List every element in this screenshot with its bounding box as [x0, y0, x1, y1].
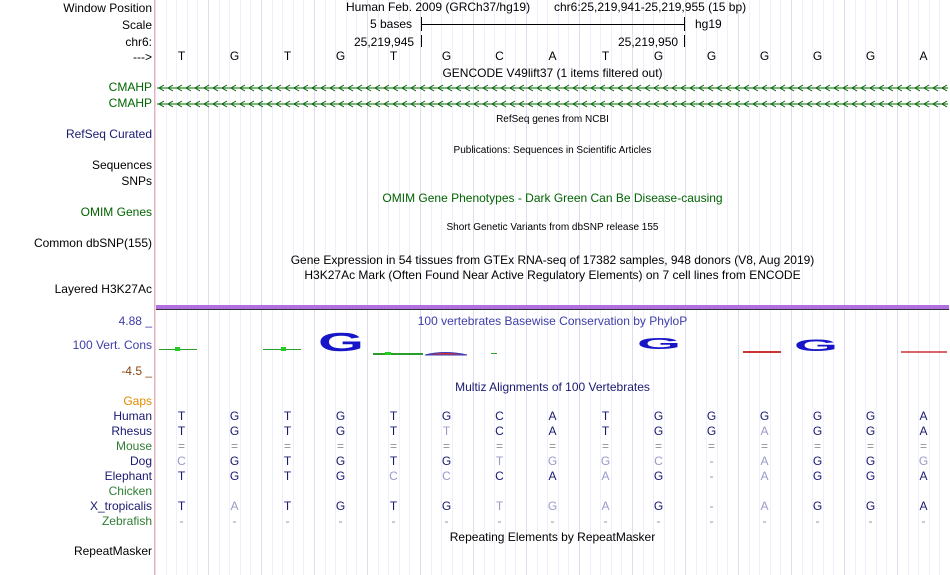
- alignment-base: A: [760, 454, 769, 468]
- alignment-base: -: [391, 514, 396, 528]
- cons-mark-2b: [281, 347, 286, 351]
- base-letter: T: [283, 49, 292, 63]
- alignment-base: G: [812, 424, 823, 438]
- alignment-base: =: [177, 439, 185, 453]
- alignment-base: -: [550, 514, 555, 528]
- gencode-track-title: GENCODE V49lift37 (1 items filtered out): [442, 66, 663, 80]
- alignment-base: G: [229, 424, 240, 438]
- alignment-base: T: [601, 409, 610, 423]
- gtex-track-title: Gene Expression in 54 tissues from GTEx RNA-seq of 17382 samples, 948 donors (V8, Aug 2019): [290, 253, 815, 267]
- alignment-base: =: [866, 439, 874, 453]
- base-letter: T: [389, 49, 398, 63]
- gencode-gene-label-1[interactable]: CMAHP: [108, 80, 152, 94]
- alignment-base: G: [812, 469, 823, 483]
- multiz-track-title: Multiz Alignments of 100 Vertebrates: [455, 380, 650, 394]
- cons-mark-1b: [175, 347, 180, 351]
- alignment-base: T: [283, 424, 292, 438]
- alignment-base: A: [919, 469, 928, 483]
- alignment-base: A: [760, 499, 769, 513]
- position-readout: chr6:25,219,941-25,219,955 (15 bp): [554, 0, 747, 14]
- cons-mark-3: [373, 353, 423, 355]
- alignment-base: -: [497, 514, 502, 528]
- alignment-base: T: [177, 499, 186, 513]
- gaps-label: Gaps: [123, 394, 152, 408]
- alignment-base: C: [495, 409, 504, 423]
- alignment-base: =: [336, 439, 344, 453]
- gene-arrow-line: [157, 82, 948, 94]
- alignment-base: =: [601, 439, 609, 453]
- alignment-base: A: [230, 499, 239, 513]
- alignment-base: =: [230, 439, 238, 453]
- alignment-base: =: [707, 439, 715, 453]
- alignment-base: -: [868, 514, 873, 528]
- coord-left-tick: [421, 35, 422, 47]
- alignment-base: -: [285, 514, 290, 528]
- scale-db: hg19: [695, 17, 722, 31]
- refseq-track-label[interactable]: RefSeq Curated: [65, 127, 152, 141]
- alignment-base: G: [653, 469, 664, 483]
- alignment-base: T: [389, 499, 398, 513]
- base-letter: G: [865, 49, 876, 63]
- alignment-base: G: [812, 409, 823, 423]
- alignment-base: G: [706, 424, 717, 438]
- base-letter: T: [177, 49, 186, 63]
- species-label[interactable]: Mouse: [115, 439, 152, 453]
- alignment-base: -: [815, 514, 820, 528]
- omim-track-label[interactable]: OMIM Genes: [80, 205, 152, 219]
- base-letter: G: [441, 49, 452, 63]
- alignment-base: G: [335, 409, 346, 423]
- alignment-base: -: [444, 514, 449, 528]
- alignment-base: G: [335, 424, 346, 438]
- species-label[interactable]: Dog: [129, 454, 152, 468]
- alignment-base: G: [653, 424, 664, 438]
- scale-bar-left-tick: [421, 17, 422, 31]
- alignment-base: -: [179, 514, 184, 528]
- alignment-base: T: [283, 454, 292, 468]
- alignment-base: G: [335, 499, 346, 513]
- coord-right: 25,219,950: [618, 35, 679, 49]
- cons-track-label[interactable]: 100 Vert. Cons: [72, 338, 152, 352]
- alignment-base: -: [603, 514, 608, 528]
- alignment-base: G: [441, 409, 452, 423]
- alignment-base: G: [812, 454, 823, 468]
- scale-bar-right-tick: [684, 17, 685, 31]
- alignment-base: A: [919, 409, 928, 423]
- coord-left: 25,219,945: [354, 35, 415, 49]
- alignment-base: A: [919, 499, 928, 513]
- alignment-base: T: [177, 469, 186, 483]
- scale-bar: [421, 24, 685, 25]
- alignment-base: =: [813, 439, 821, 453]
- alignment-base: -: [232, 514, 237, 528]
- alignment-base: G: [865, 499, 876, 513]
- alignment-base: =: [442, 439, 450, 453]
- coord-right-tick: [684, 35, 685, 47]
- alignment-base: G: [865, 424, 876, 438]
- scale-bases: 5 bases: [370, 17, 413, 31]
- alignment-base: T: [177, 424, 186, 438]
- alignment-base: =: [283, 439, 291, 453]
- alignment-base: C: [495, 469, 504, 483]
- h3k27-track-label[interactable]: Layered H3K27Ac: [54, 282, 152, 296]
- alignment-base: G: [335, 469, 346, 483]
- window-position-label: Window Position: [63, 1, 152, 15]
- alignment-base: A: [548, 469, 557, 483]
- species-label[interactable]: Human: [113, 409, 152, 423]
- alignment-base: -: [338, 514, 343, 528]
- omim-track-title: OMIM Gene Phenotypes - Dark Green Can Be Disease-causing: [382, 191, 723, 205]
- base-letter: G: [812, 49, 823, 63]
- sequences-label[interactable]: Sequences: [91, 158, 152, 172]
- label-border: [154, 0, 155, 575]
- alignment-base: T: [389, 454, 398, 468]
- alignment-base: G: [653, 499, 664, 513]
- alignment-base: G: [547, 499, 558, 513]
- alignment-base: T: [283, 409, 292, 423]
- base-letter: A: [548, 49, 557, 63]
- base-letter: G: [706, 49, 717, 63]
- alignment-base: G: [812, 499, 823, 513]
- alignment-base: A: [548, 409, 557, 423]
- alignment-base: =: [495, 439, 503, 453]
- alignment-base: T: [495, 499, 504, 513]
- alignment-base: T: [389, 409, 398, 423]
- alignment-base: G: [759, 409, 770, 423]
- base-letter: T: [601, 49, 610, 63]
- gene-arrow-line: [157, 98, 948, 110]
- alignment-base: C: [389, 469, 398, 483]
- cons-mark-3b: [385, 352, 391, 355]
- cons-max-label: 4.88 _: [118, 314, 152, 328]
- alignment-base: -: [921, 514, 926, 528]
- gencode-gene-feature-1[interactable]: [157, 82, 948, 94]
- alignment-base: G: [865, 469, 876, 483]
- alignment-base: G: [547, 454, 558, 468]
- alignment-base: G: [706, 409, 717, 423]
- alignment-base: T: [283, 499, 292, 513]
- alignment-base: A: [601, 469, 610, 483]
- alignment-base: -: [709, 454, 714, 468]
- alignment-base: C: [442, 469, 451, 483]
- alignment-base: A: [548, 424, 557, 438]
- alignment-base: -: [709, 499, 714, 513]
- species-label[interactable]: Elephant: [104, 469, 152, 483]
- species-label[interactable]: Zebrafish: [101, 514, 152, 528]
- alignment-base: -: [709, 469, 714, 483]
- alignment-base: G: [865, 409, 876, 423]
- base-letter: G: [229, 49, 240, 63]
- alignment-base: G: [865, 454, 876, 468]
- repeat-track-title: Repeating Elements by RepeatMasker: [449, 530, 656, 544]
- alignment-base: G: [441, 454, 452, 468]
- base-letter: G: [335, 49, 346, 63]
- alignment-base: G: [229, 469, 240, 483]
- alignment-base: =: [760, 439, 768, 453]
- scale-label: Scale: [121, 18, 152, 32]
- species-label[interactable]: Rhesus: [111, 424, 152, 438]
- snps-label[interactable]: SNPs: [121, 174, 152, 188]
- alignment-base: A: [760, 469, 769, 483]
- gencode-gene-feature-2[interactable]: [157, 98, 948, 110]
- alignment-base: G: [600, 454, 611, 468]
- alignment-base: -: [656, 514, 661, 528]
- alignment-base: T: [389, 424, 398, 438]
- cons-logo-g-2: G: [637, 336, 681, 353]
- base-letter: G: [653, 49, 664, 63]
- cons-logo-g-1: G: [318, 330, 364, 357]
- base-letter: C: [495, 49, 504, 63]
- repeat-track-label[interactable]: RepeatMasker: [73, 544, 152, 558]
- alignment-base: -: [709, 514, 714, 528]
- alignment-base: T: [442, 424, 451, 438]
- alignment-base: G: [441, 499, 452, 513]
- conservation-logo-plot: [155, 330, 950, 360]
- alignment-base: G: [335, 454, 346, 468]
- alignment-base: =: [919, 439, 927, 453]
- chr-label: chr6:: [125, 35, 152, 49]
- alignment-base: T: [495, 454, 504, 468]
- h3k27-baseline: [156, 309, 949, 310]
- dbsnp-track-title: Short Genetic Variants from dbSNP release 155: [446, 222, 659, 233]
- alignment-base: T: [601, 424, 610, 438]
- alignment-base: =: [389, 439, 397, 453]
- alignment-base: A: [919, 424, 928, 438]
- phylop-track-title: 100 vertebrates Basewise Conservation by PhyloP: [417, 314, 688, 328]
- alignment-base: C: [177, 454, 186, 468]
- gencode-gene-label-2[interactable]: CMAHP: [108, 96, 152, 110]
- alignment-base: G: [229, 454, 240, 468]
- species-label[interactable]: X_tropicalis: [89, 499, 152, 513]
- alignment-base: T: [283, 469, 292, 483]
- alignment-base: G: [229, 409, 240, 423]
- cons-mark-4: [491, 353, 497, 354]
- base-letter: A: [919, 49, 928, 63]
- h3k27-track-title: H3K27Ac Mark (Often Found Near Active Regulatory Elements) on 7 cell lines from ENCODE: [304, 268, 801, 282]
- strand-label: --->: [133, 50, 152, 64]
- cons-min-label: -4.5 _: [121, 364, 152, 378]
- grid-line: [155, 0, 156, 575]
- alignment-base: A: [601, 499, 610, 513]
- publications-track-title: Publications: Sequences in Scientific Articles: [453, 145, 652, 156]
- alignment-base: G: [653, 409, 664, 423]
- cons-logo-g-3: G: [794, 336, 838, 355]
- alignment-base: C: [495, 424, 504, 438]
- alignment-base: C: [654, 454, 663, 468]
- dbsnp-track-label[interactable]: Common dbSNP(155): [33, 236, 152, 250]
- species-label[interactable]: Chicken: [108, 484, 152, 498]
- assembly-title: Human Feb. 2009 (GRCh37/hg19): [346, 0, 531, 14]
- alignment-base: =: [654, 439, 662, 453]
- cons-red-mark-1: [425, 353, 467, 356]
- alignment-base: =: [548, 439, 556, 453]
- base-letter: G: [759, 49, 770, 63]
- refseq-track-title: RefSeq genes from NCBI: [496, 114, 609, 125]
- alignment-base: -: [762, 514, 767, 528]
- alignment-base: T: [177, 409, 186, 423]
- alignment-base: A: [760, 424, 769, 438]
- alignment-base: G: [918, 454, 929, 468]
